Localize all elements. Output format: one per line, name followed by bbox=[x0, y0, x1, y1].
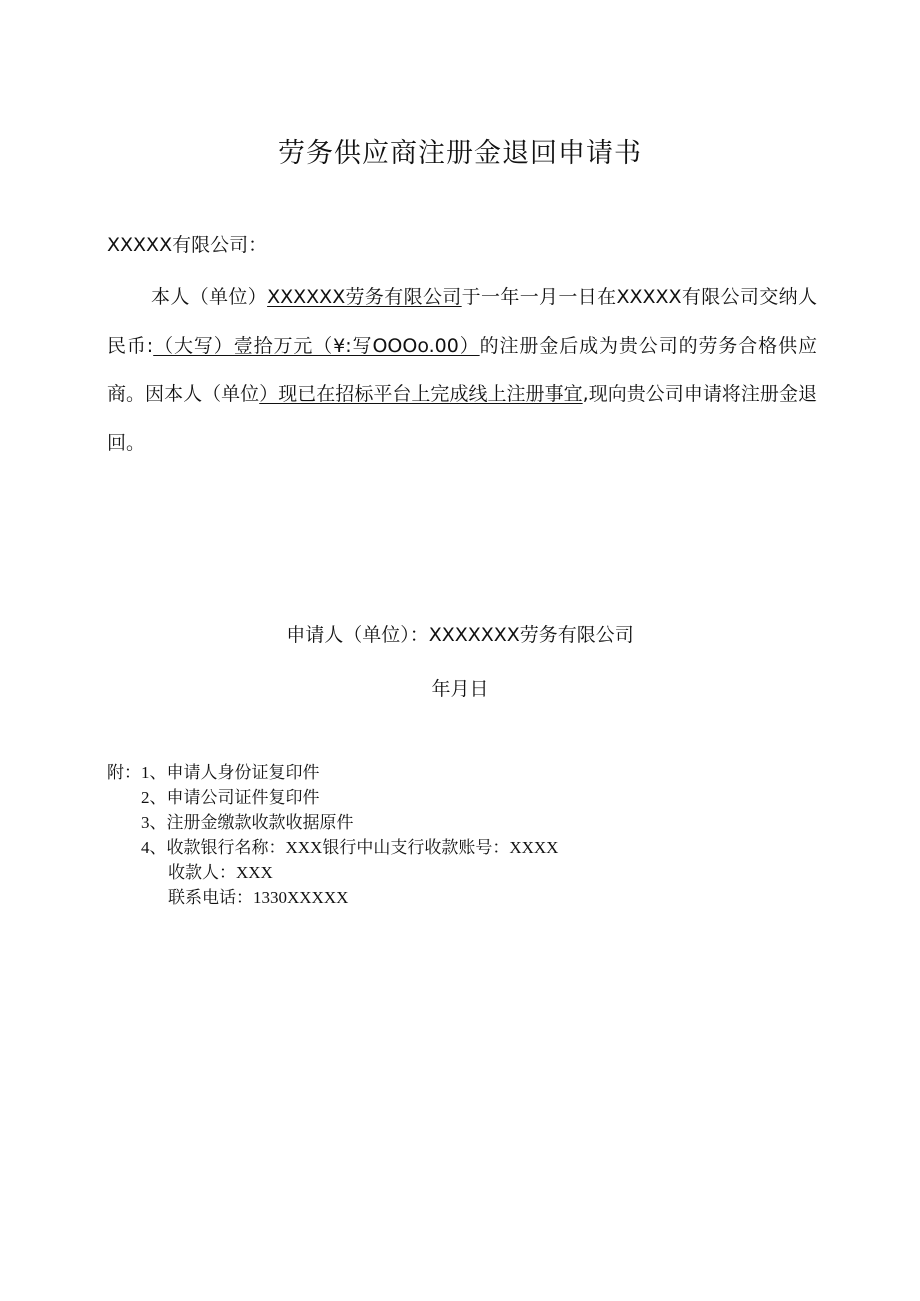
body-paragraph bbox=[107, 273, 817, 467]
payee-line: 收款人：XXX bbox=[168, 863, 273, 882]
amount-underlined: （大写）壹拾万元（¥:写OOOo.00） bbox=[153, 334, 480, 357]
attachment-item: 3、注册金缴款收款收据原件 bbox=[141, 813, 354, 832]
phone-line: 联系电话：1330XXXXX bbox=[168, 888, 349, 907]
attachment-item: 4、收款银行名称：XXX银行中山支行收款账号：XXXX bbox=[141, 838, 559, 857]
body-text-1: 本人（单位） bbox=[151, 286, 268, 308]
date-line: 年月日 bbox=[431, 678, 489, 700]
attachment-item: 2、申请公司证件复印件 bbox=[141, 788, 320, 807]
body-text-2: 于一年一月一日在XXXXX有限公司交纳人民币: bbox=[107, 286, 817, 357]
attachments-prefix: 附： bbox=[107, 763, 141, 782]
attachment-item: 附：1、申请人身份证复印件 bbox=[107, 763, 320, 782]
applicant-signature-line: 申请人（单位）：XXXXXXX劳务有限公司 bbox=[286, 624, 634, 646]
company-name-underlined: XXXXXX劳务有限公司 bbox=[267, 286, 462, 308]
document-title: 劳务供应商注册金退回申请书 bbox=[278, 138, 642, 169]
registration-status-underlined: ）现已在招标平台上完成线上注册事宜 bbox=[259, 383, 583, 405]
attachments-list bbox=[107, 760, 558, 910]
body-text-4: ,现向贵公司申请将注册金退回。 bbox=[107, 383, 817, 454]
salutation: XXXXX有限公司： bbox=[107, 234, 268, 256]
body-text-3: 的注册金后成为贵公司的劳务合格供应商。因本人（单位 bbox=[107, 334, 817, 405]
